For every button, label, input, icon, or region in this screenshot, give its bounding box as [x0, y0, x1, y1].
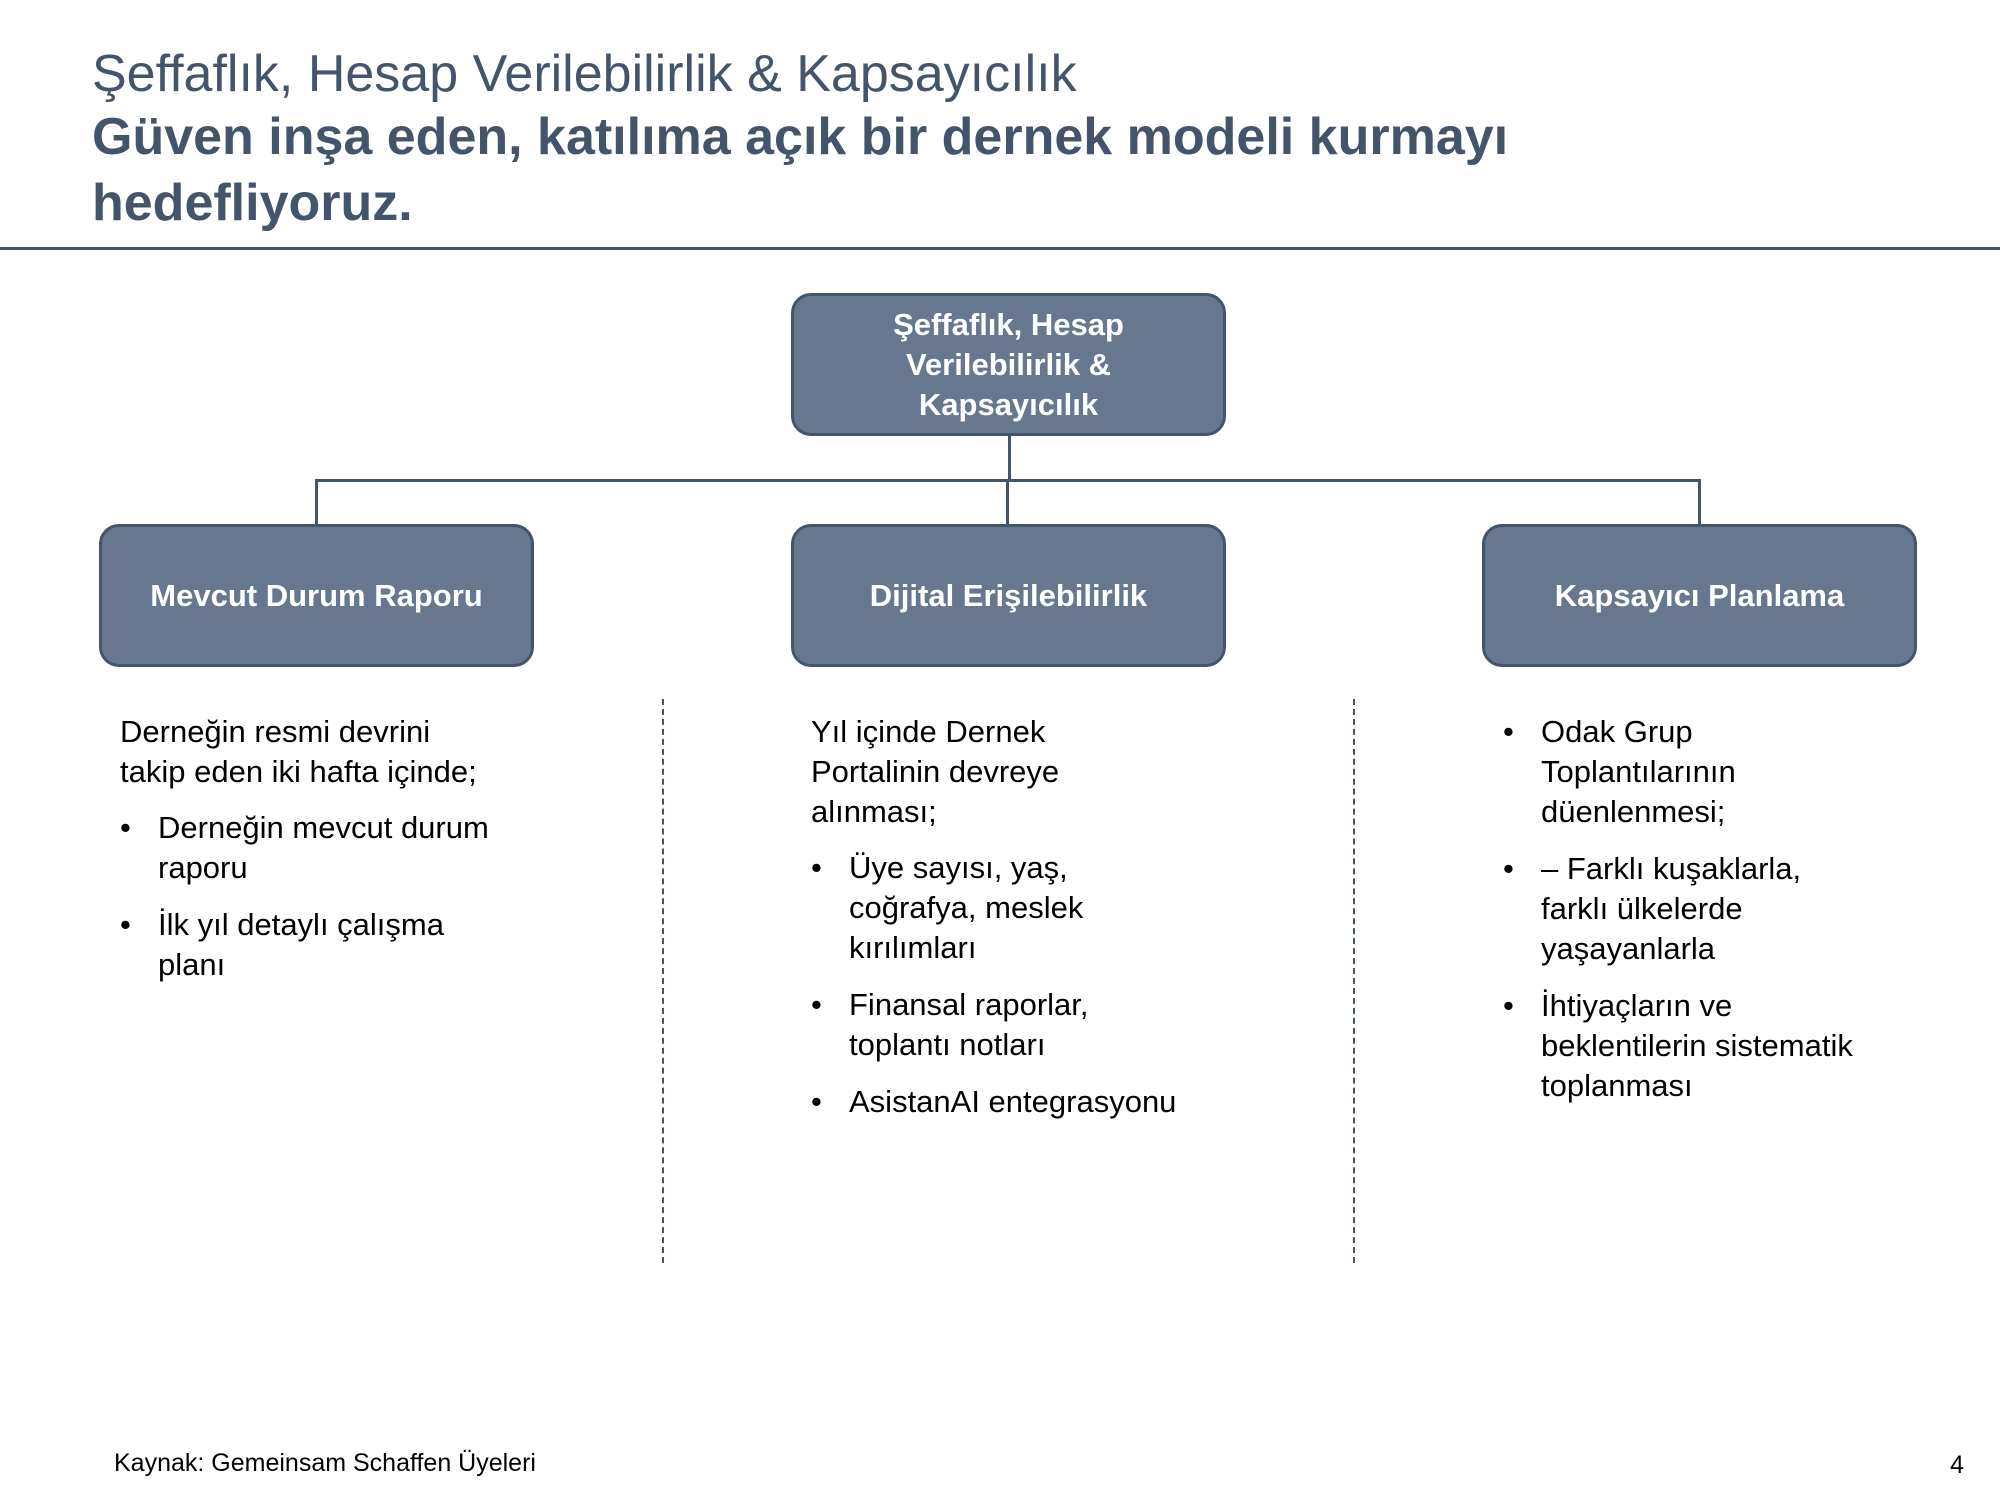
- bullet-icon: •: [811, 987, 822, 1022]
- bullet-icon: •: [1503, 988, 1514, 1023]
- connector-left: [315, 479, 318, 524]
- list-item-text: Derneğin mevcut durum raporu: [158, 810, 489, 885]
- bullet-icon: •: [811, 1084, 822, 1119]
- list-item: [811, 985, 1331, 1065]
- branch-node-kapsayici: Kapsayıcı Planlama: [1482, 524, 1917, 667]
- title-divider: [0, 247, 2000, 250]
- list-item: [811, 1082, 1331, 1122]
- column-divider: [1353, 699, 1355, 1263]
- branch-node-dijital: Dijital Erişilebilirlik: [791, 524, 1226, 667]
- bullet-icon: •: [1503, 714, 1514, 749]
- list-item-text: – Farklı kuşaklarla, farklı ülkelerde yaşayanlarla: [1541, 851, 1802, 966]
- list-item: [1503, 849, 1983, 969]
- column-kapsayici: [1503, 712, 1983, 1123]
- list-item: [120, 808, 620, 888]
- column-divider: [662, 699, 664, 1263]
- list-item-text: İlk yıl detaylı çalışma planı: [158, 907, 444, 982]
- list-item-text: Üye sayısı, yaş, coğrafya, meslek kırılımları: [849, 850, 1084, 965]
- column-intro: Yıl içinde Dernek Portalinin devreye alınması;: [811, 714, 1060, 829]
- column-dijital: [811, 712, 1331, 1139]
- list-item-text: Odak Grup Toplantılarının düenlenmesi;: [1541, 714, 1736, 829]
- root-node: Şeffaflık, Hesap Verilebilirlik & Kapsayıcılık: [791, 293, 1226, 436]
- list-item: [811, 848, 1331, 968]
- bullet-icon: •: [120, 907, 131, 942]
- list-item-text: AsistanAI entegrasyonu: [849, 1084, 1177, 1119]
- slide-title: Şeffaflık, Hesap Verilebilirlik & Kapsayıcılık: [92, 45, 1077, 103]
- list-item: [1503, 986, 1983, 1106]
- source-note: Kaynak: Gemeinsam Schaffen Üyeleri: [114, 1449, 536, 1477]
- column-mevcut-durum: [120, 712, 620, 1002]
- connector-right: [1698, 479, 1701, 524]
- bullet-icon: •: [1503, 851, 1514, 886]
- connector-middle: [1006, 479, 1009, 524]
- bullet-icon: •: [811, 850, 822, 885]
- bullet-icon: •: [120, 810, 131, 845]
- slide-subtitle: Güven inşa eden, katılıma açık bir dernek modeli kurmayı hedefliyoruz.: [92, 108, 1509, 232]
- connector-root: [1008, 436, 1011, 481]
- list-item: [120, 905, 620, 985]
- list-item-text: İhtiyaçların ve beklentilerin sistematik toplanması: [1541, 988, 1853, 1103]
- list-item: [1503, 712, 1983, 832]
- branch-node-mevcut-durum: Mevcut Durum Raporu: [99, 524, 534, 667]
- list-item-text: Finansal raporlar, toplantı notları: [849, 987, 1089, 1062]
- column-intro: Derneğin resmi devrini takip eden iki hafta içinde;: [120, 714, 477, 789]
- page-number: 4: [1950, 1451, 1964, 1479]
